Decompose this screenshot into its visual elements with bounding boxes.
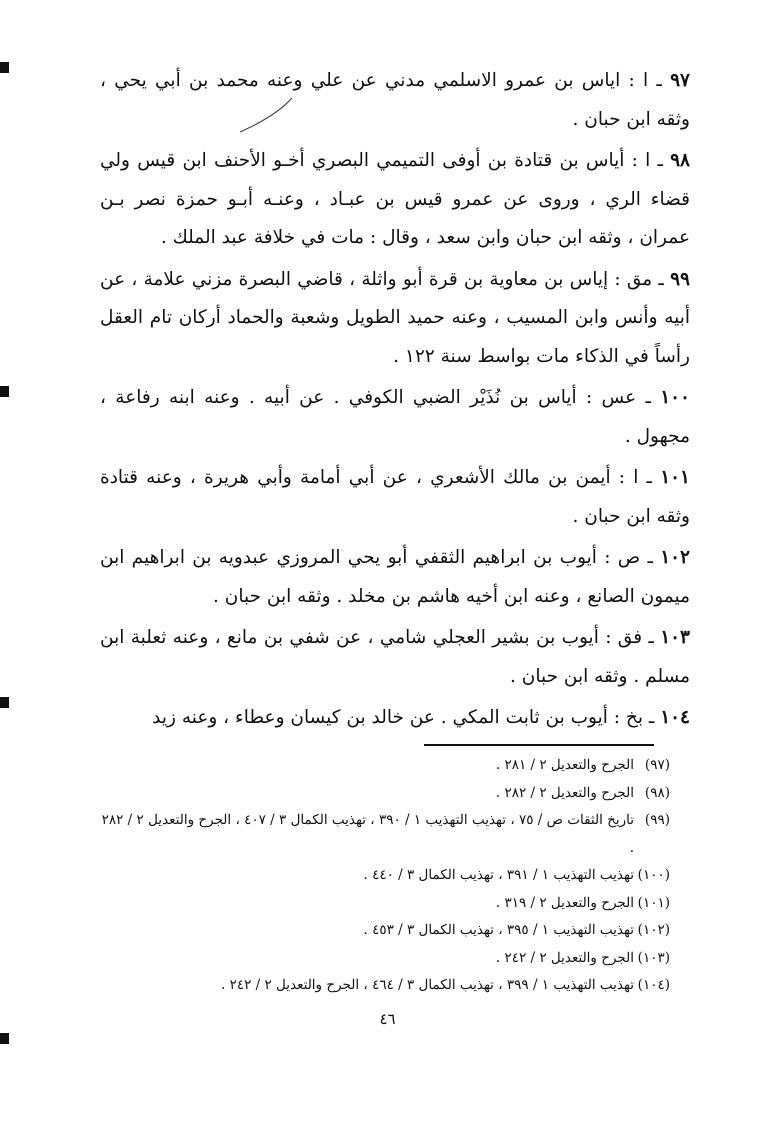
margin-mark — [0, 62, 9, 73]
footnote-text: الجرح والتعديل ٢ / ٣١٩ . — [495, 894, 634, 911]
margin-mark — [0, 697, 9, 708]
entry-99 — [100, 261, 690, 377]
footnote-text: الجرح والتعديل ٢ / ٢٤٢ . — [495, 949, 634, 966]
entry-text: ـ ص : أيوب بن ابراهيم الثقفي أبو يحي المروزي عبدويه بن ابراهيم ابن ميمون الصانع ، وعنه ابن أخيه هاشم بن مخلد . وثقه ابن حبان . — [100, 547, 690, 607]
entry-text: ـ مق : إياس بن معاوية بن قرة أبو واثلة ، قاضي البصرة مزني علامة ، عن أبيه وأنس وابن المسيب ، وعنه حميد الطويل وشعبة والحماد أركان تام العقل رأساً في الذكاء مات بواسط سنة ١٢٢ . — [100, 268, 690, 367]
entry-number: ١٠٤ — [660, 707, 690, 728]
footnote-divider — [424, 744, 654, 746]
footnote-number: (١٠٣) — [637, 949, 670, 966]
entry-103 — [100, 619, 690, 696]
footnote-102 — [100, 917, 670, 945]
page-number: ٤٦ — [379, 1010, 396, 1028]
footnote-number: (٩٨) — [644, 784, 670, 801]
footnote-104 — [100, 972, 670, 1000]
entry-number: ١٠٣ — [660, 627, 690, 648]
footnote-text: الجرح والتعديل ٢ / ٢٨١ . — [495, 757, 634, 773]
entry-text: ـ عس : أياس بن نُذَيْر الضبي الكوفي . عن أبيه . وعنه ابنه رفاعة ، مجهول . — [100, 387, 690, 447]
footnote-text: تهذيب التهذيب ١ / ٣٩٩ ، تهذيب الكمال ٣ / ٤٦٤ ، الجرح والتعديل ٢ / ٢٤٢ . — [220, 977, 634, 993]
footnote-98 — [100, 780, 670, 808]
footnotes — [100, 752, 670, 1000]
footnote-number: (١٠١) — [637, 894, 670, 911]
margin-mark — [0, 386, 9, 397]
footnote-99 — [100, 807, 670, 862]
entry-number: ١٠٢ — [660, 547, 690, 568]
entry-text: ـ فق : أيوب بن بشير العجلي شامي ، عن شفي بن مانع ، وعنه ثعلبة ابن مسلم . وثقه ابن حبان . — [100, 627, 690, 687]
entry-text: ـ بخ : أيوب بن ثابت المكي . عن خالد بن كيسان وعطاء ، وعنه زيد — [152, 707, 655, 728]
entry-text: ـ ا : أياس بن قتادة بن أوفى التميمي البصري أخـو الأحنف ابن قيس ولي قضاء الري ، وروى عن عمرو قيس بن عبـاد ، وعنـه أبـو حمزة نصر بـن عمران ، وثقه ابن حبان وابن سعد ، وقال : مات في خلافة عبد الملك . — [100, 150, 690, 248]
entry-text: ـ ا : أيمن بن مالك الأشعري ، عن أبي أمامة وأبي هريرة ، وعنه قتادة وثقه ابن حبان . — [100, 467, 690, 527]
entry-number: ٩٨ — [670, 150, 690, 171]
footnote-number: (٩٧) — [644, 757, 670, 773]
footnote-number: (١٠٢) — [637, 922, 670, 938]
entry-97 — [100, 62, 690, 139]
entry-100 — [100, 379, 690, 456]
footnote-97 — [100, 752, 670, 780]
entries-body — [100, 62, 690, 741]
entry-104 — [100, 699, 690, 738]
footnote-number: (٩٩) — [644, 812, 670, 828]
entry-number: ١٠١ — [660, 467, 690, 488]
entry-98 — [100, 142, 690, 258]
footnote-text: الجرح والتعديل ٢ / ٢٨٢ . — [495, 784, 634, 801]
footnote-text: تهذيب التهذيب ١ / ٣٩١ ، تهذيب الكمال ٣ / ٤٤٠ . — [363, 867, 634, 883]
margin-mark — [0, 1033, 9, 1044]
entry-number: ٩٧ — [670, 70, 690, 91]
footnote-number: (١٠٤) — [637, 977, 670, 993]
entry-text: ـ ا : اياس بن عمرو الاسلمي مدني عن علي وعنه محمد بن أبي يحي ، وثقه ابن حبان . — [100, 70, 690, 130]
entry-101 — [100, 459, 690, 536]
footnote-103 — [100, 945, 670, 973]
entry-number: ٩٩ — [670, 268, 690, 290]
footnote-number: (١٠٠) — [637, 867, 670, 883]
footnote-text: تهذيب التهذيب ١ / ٣٩٥ ، تهذيب الكمال ٣ / ٤٥٣ . — [363, 922, 634, 938]
footnote-100 — [100, 862, 670, 890]
entry-102 — [100, 539, 690, 616]
footnote-text: تاريخ الثقات ص / ٧٥ ، تهذيب التهذيب ١ / ٣٩٠ ، تهذيب الكمال ٣ / ٤٠٧ ، الجرح والتعديل ٢ / ٢٨٢ . — [101, 812, 634, 856]
footnote-101 — [100, 890, 670, 918]
entry-number: ١٠٠ — [660, 387, 690, 408]
